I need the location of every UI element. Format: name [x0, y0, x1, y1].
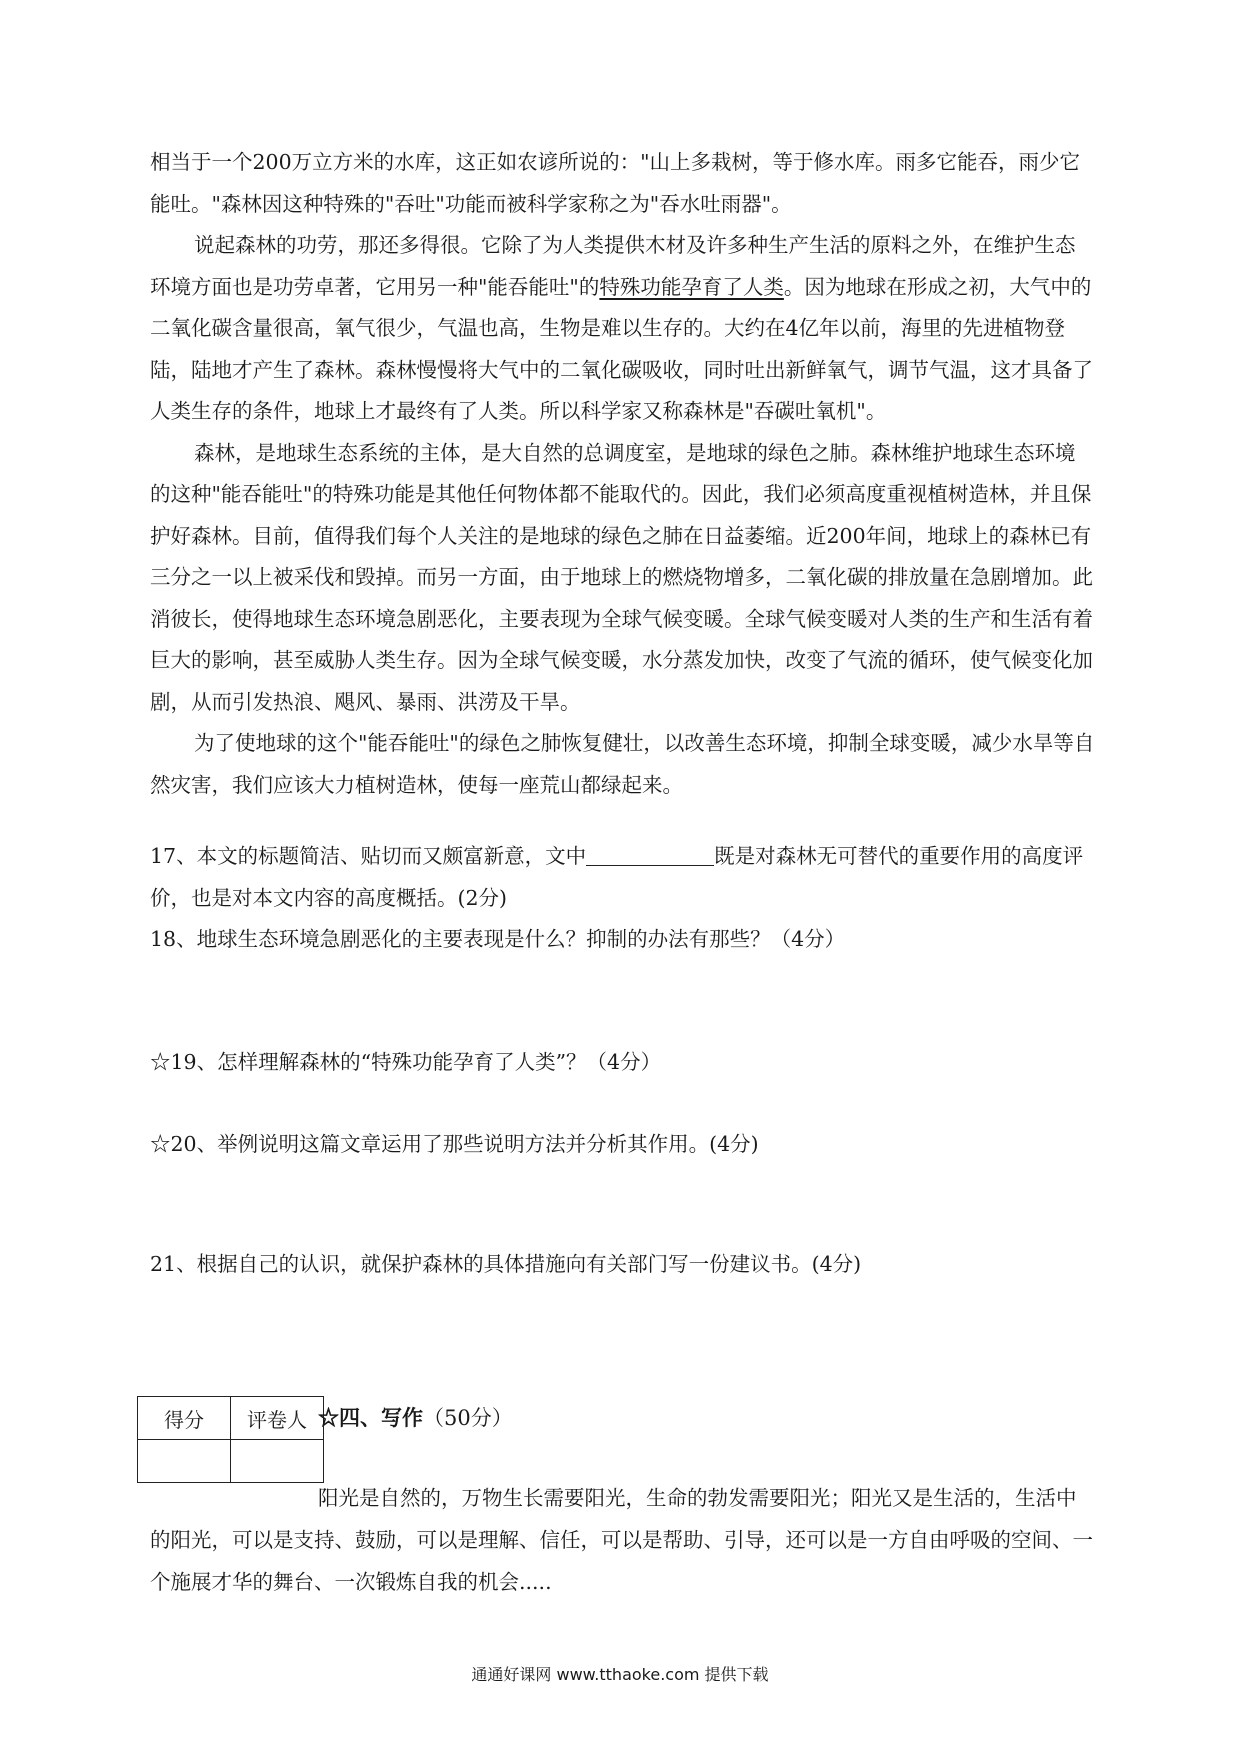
- writing-section-title: [318, 1398, 513, 1438]
- score-header: 得分: [138, 1397, 231, 1440]
- answer-blank[interactable]: [586, 843, 714, 866]
- passage-paragraph-3: 森林，是地球生态系统的主体，是大自然的总调度室，是地球的绿色之肺。森林维护地球生态环境的这种"能吞能吐"的特殊功能是其他任何物体都不能取代的。因此，我们必须高度重视植树造林，并且保护好森林。目前，值得我们每个人关注的是地球的绿色之肺在日益萎缩。近200年间，地球上的森林已有三分之一以上被采伐和毁掉。而另一方面，由于地球上的燃烧物增多，二氧化碳的排放量在急剧增加。此消彼长，使得地球生态环境急剧恶化，主要表现为全球气候变暖。全球气候变暖对人类的生产和生活有着巨大的影响，甚至威胁人类生存。因为全球气候变暖，水分蒸发加快，改变了气流的循环，使气候变化加剧，从而引发热浪、飓风、暴雨、洪涝及干旱。: [150, 440, 1093, 714]
- passage-paragraph-4: 为了使地球的这个"能吞能吐"的绿色之肺恢复健壮，以改善生态环境，抑制全球变暖，减少水旱等自然灾害，我们应该大力植树造林，使每一座荒山都绿起来。: [150, 731, 1095, 797]
- question-18: 18、地球生态环境急剧恶化的主要表现是什么？抑制的办法有那些？（4分）: [150, 927, 846, 951]
- question-17-before: 17、本文的标题简洁、贴切而又颇富新意，文中: [150, 844, 587, 868]
- question-20: ☆20、举例说明这篇文章运用了那些说明方法并分析其作用。(4分): [150, 1132, 759, 1156]
- question-17: [150, 836, 1095, 919]
- writing-title: ☆四、写作: [318, 1405, 423, 1430]
- question-19: ☆19、怎样理解森林的“特殊功能孕育了人类”？（4分）: [150, 1050, 662, 1074]
- underlined-phrase: 特殊功能孕育了人类: [599, 274, 784, 299]
- passage-paragraph-2-after: 。因为地球在形成之初，大气中的二氧化碳含量很高，氧气很少，气温也高，生物是难以生存的。大约在4亿年以前，海里的先进植物登陆，陆地才产生了森林。森林慢慢将大气中的二氧化碳吸收，同时吐出新鲜氧气，调节气温，这才具备了人类生存的条件，地球上才最终有了人类。所以科学家又称森林是"吞碳吐氧机"。: [150, 274, 1093, 423]
- score-table: [137, 1396, 324, 1483]
- writing-prompt-text: 阳光是自然的，万物生长需要阳光，生命的勃发需要阳光；阳光又是生活的，生活中的阳光，可以是支持、鼓励，可以是理解、信任，可以是帮助、引导，还可以是一方自由呼吸的空间、一个施展才华的舞台、一次锻炼自我的机会.....: [150, 1486, 1093, 1594]
- passage-paragraph-2: [150, 225, 1095, 433]
- passage-paragraph-1: 相当于一个200万立方米的水库，这正如农谚所说的："山上多栽树，等于修水库。雨多它能吞，雨少它能吐。"森林因这种特殊的"吞吐"功能而被科学家称之为"吞水吐雨器"。: [150, 150, 1081, 216]
- question-17-after: 既是对森林无可替代的重要作用的高度评价，也是对本文内容的高度概括。(2分): [150, 844, 1084, 910]
- grader-header: 评卷人: [231, 1397, 324, 1440]
- writing-points: （50分）: [423, 1406, 513, 1430]
- passage-paragraph-2-before: 说起森林的功劳，那还多得很。它除了为人类提供木材及许多种生产生活的原料之外，在维护生态环境方面也是功劳卓著，它用另一种"能吞能吐"的: [150, 233, 1076, 299]
- writing-prompt: [150, 1477, 1095, 1603]
- page-footer: 通通好课网 www.tthaoke.com 提供下载: [471, 1665, 769, 1684]
- question-21: 21、根据自己的认识，就保护森林的具体措施向有关部门写一份建议书。(4分): [150, 1252, 862, 1276]
- reading-passage: [150, 142, 1095, 806]
